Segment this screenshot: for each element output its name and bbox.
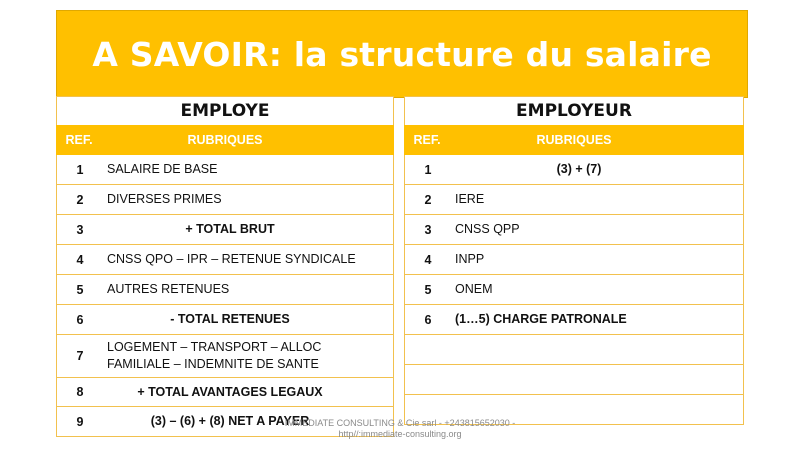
table-row	[404, 215, 744, 245]
table-row	[56, 245, 394, 275]
row-ref: 8	[76, 385, 84, 399]
table-row	[404, 365, 744, 395]
row-ref: 9	[76, 414, 84, 429]
row-ref: 5	[76, 282, 84, 297]
table-row	[56, 335, 394, 378]
col-ref-header: REF.	[65, 133, 93, 147]
table-row	[404, 185, 744, 215]
row-text: (1…5) CHARGE PATRONALE	[455, 312, 627, 326]
table-row	[56, 305, 394, 335]
footer-line-company: IMMEDIATE CONSULTING & Cie sarl - +243815652030 -	[284, 418, 516, 428]
col-rubriques-header: RUBRIQUES	[187, 133, 263, 147]
employe-heading: EMPLOYE	[56, 96, 394, 125]
row-ref: 5	[424, 282, 432, 297]
row-text: CNSS QPO – IPR – RETENUE SYNDICALE	[107, 252, 356, 266]
row-text: IERE	[455, 192, 485, 206]
col-rubriques-header: RUBRIQUES	[536, 133, 612, 147]
row-text: (3) – (6) + (8) NET A PAYER	[150, 414, 310, 428]
row-text: SALAIRE DE BASE	[107, 162, 218, 176]
table-row	[56, 185, 394, 215]
table-row	[404, 155, 744, 185]
row-ref: 7	[76, 349, 84, 363]
footer-watermark	[200, 418, 600, 440]
row-ref: 6	[424, 312, 432, 327]
employeur-table-header	[404, 125, 744, 155]
employeur-panel	[404, 96, 744, 425]
table-row	[404, 335, 744, 365]
page-title: A SAVOIR: la structure du salaire	[92, 34, 712, 74]
row-ref: 1	[76, 162, 84, 177]
employe-table-header	[56, 125, 394, 155]
table-row	[56, 378, 394, 407]
employeur-heading: EMPLOYEUR	[404, 96, 744, 125]
row-ref: 1	[424, 162, 432, 177]
row-text: (3) + (7)	[556, 162, 602, 176]
table-row	[404, 275, 744, 305]
table-row	[56, 215, 394, 245]
table-row	[56, 155, 394, 185]
row-ref: 6	[76, 312, 84, 327]
row-ref: 2	[76, 192, 84, 207]
table-row	[404, 245, 744, 275]
row-text: + TOTAL BRUT	[185, 222, 275, 236]
row-text: CNSS QPP	[455, 222, 520, 236]
row-text: INPP	[455, 252, 485, 266]
row-text: - TOTAL RETENUES	[170, 312, 290, 326]
row-text: DIVERSES PRIMES	[107, 192, 222, 206]
footer-line-url: http//:immediate-consulting.org	[338, 429, 462, 439]
row-ref: 4	[424, 252, 432, 267]
table-row	[56, 275, 394, 305]
row-ref: 2	[424, 192, 432, 207]
row-ref: 4	[76, 252, 84, 267]
row-ref: 3	[424, 222, 432, 237]
employe-panel	[56, 96, 394, 437]
col-ref-header: REF.	[413, 133, 441, 147]
row-text: LOGEMENT – TRANSPORT – ALLOC FAMILIALE – INDEMNITE DE SANTE	[107, 340, 322, 371]
row-text: AUTRES RETENUES	[107, 282, 230, 296]
title-banner	[56, 10, 748, 98]
row-text: ONEM	[455, 282, 493, 296]
row-ref: 3	[76, 222, 84, 237]
table-row	[404, 305, 744, 335]
row-text: + TOTAL AVANTAGES LEGAUX	[137, 384, 323, 399]
